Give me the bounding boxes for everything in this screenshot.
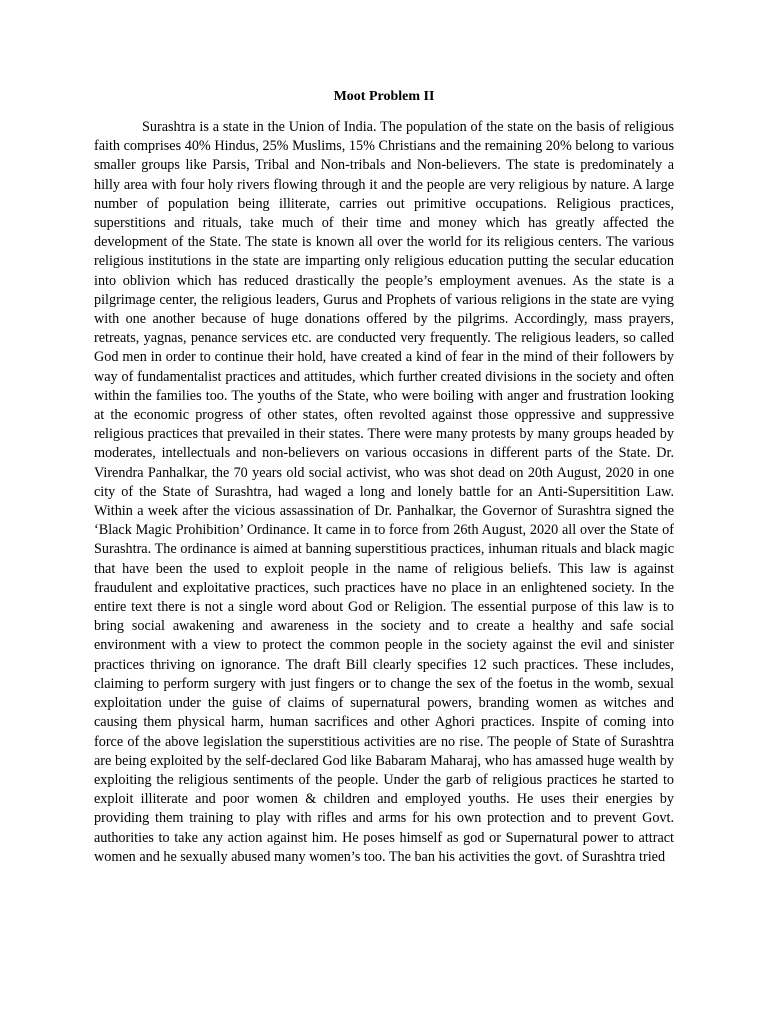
document-title: Moot Problem II bbox=[333, 89, 435, 104]
document-body-paragraph: Surashtra is a state in the Union of India. The population of the state on the basis of religious faith comprises 40% Hindus, 25% Muslims, 15% Christians and the remaining 20% belong to various smaller groups like Parsis, Tribal and Non-tribals and Non-believers. The state is predominately a hilly area with four holy rivers flowing through it and the people are very religious by nature. A large number of population being illiterate, carries out primitive occupations. Religious practices, superstitions and rituals, take much of their time and money which has greatly affected the development of the State. The state is known all over the world for its religious centers. The various religious institutions in the state are imparting only religious education putting the secular education into oblivion which has reduced drastically the people’s employment avenues. As the state is a pilgrimage center, the religious leaders, Gurus and Prophets of various religions in the state are vying with one another because of huge donations offered by the pilgrims. Accordingly, mass prayers, retreats, yagnas, penance services etc. are conducted very frequently. The religious leaders, so called God men in order to continue their hold, have created a kind of fear in the mind of their followers by way of fundamentalist practices and attitudes, which further created divisions in the society and often within the families too. The youths of the State, who were boiling with anger and frustration looking at the economic progress of other states, often revolted against those oppressive and suppressive religious practices that prevailed in their states. There were many protests by many groups headed by moderates, intellectuals and non-believers on various occasions in different parts of the State. Dr. Virendra Panhalkar, the 70 years old social activist, who was shot dead on 20th August, 2020 in one city of the State of Surashtra, had waged a long and lonely battle for an Anti-Supersitition Law. Within a week after the vicious assassination of Dr. Panhalkar, the Governor of Surashtra signed the ‘Black Magic Prohibition’ Ordinance. It came in to force from 26th August, 2020 all over the State of Surashtra. The ordinance is aimed at banning superstitious practices, inhuman rituals and black magic that have been the used to exploit people in the name of religious beliefs. This law is against fraudulent and exploitative practices, such practices have no place in an enlightened society. In the entire text there is not a single word about God or Religion. The essential purpose of this law is to bring social awakening and awareness in the society and to create a healthy and safe social environment with a view to protect the common people in the society against the evil and sinister practices thriving on ignorance. The draft Bill clearly specifies 12 such practices. These includes, claiming to perform surgery with just fingers or to change the sex of the foetus in the womb, sexual exploitation under the guise of claims of supernatural powers, branding women as witches and causing them physical harm, human sacrifices and other Aghori practices. Inspite of coming into force of the above legislation the superstitious activities are no rise. The people of State of Surashtra are being exploited by the self-declared God like Babaram Maharaj, who has amassed huge wealth by exploiting the religious sentiments of the people. Under the garb of religious practices he started to exploit illiterate and poor women & children and employed youths. He uses their energies by providing them training to play with rifles and arms for his own protection and to prevent Govt. authorities to take any action against him. He poses himself as god or Supernatural power to attract women and he sexually abused many women’s too. The ban his activities the govt. of Surashtra tried bbox=[94, 119, 674, 865]
